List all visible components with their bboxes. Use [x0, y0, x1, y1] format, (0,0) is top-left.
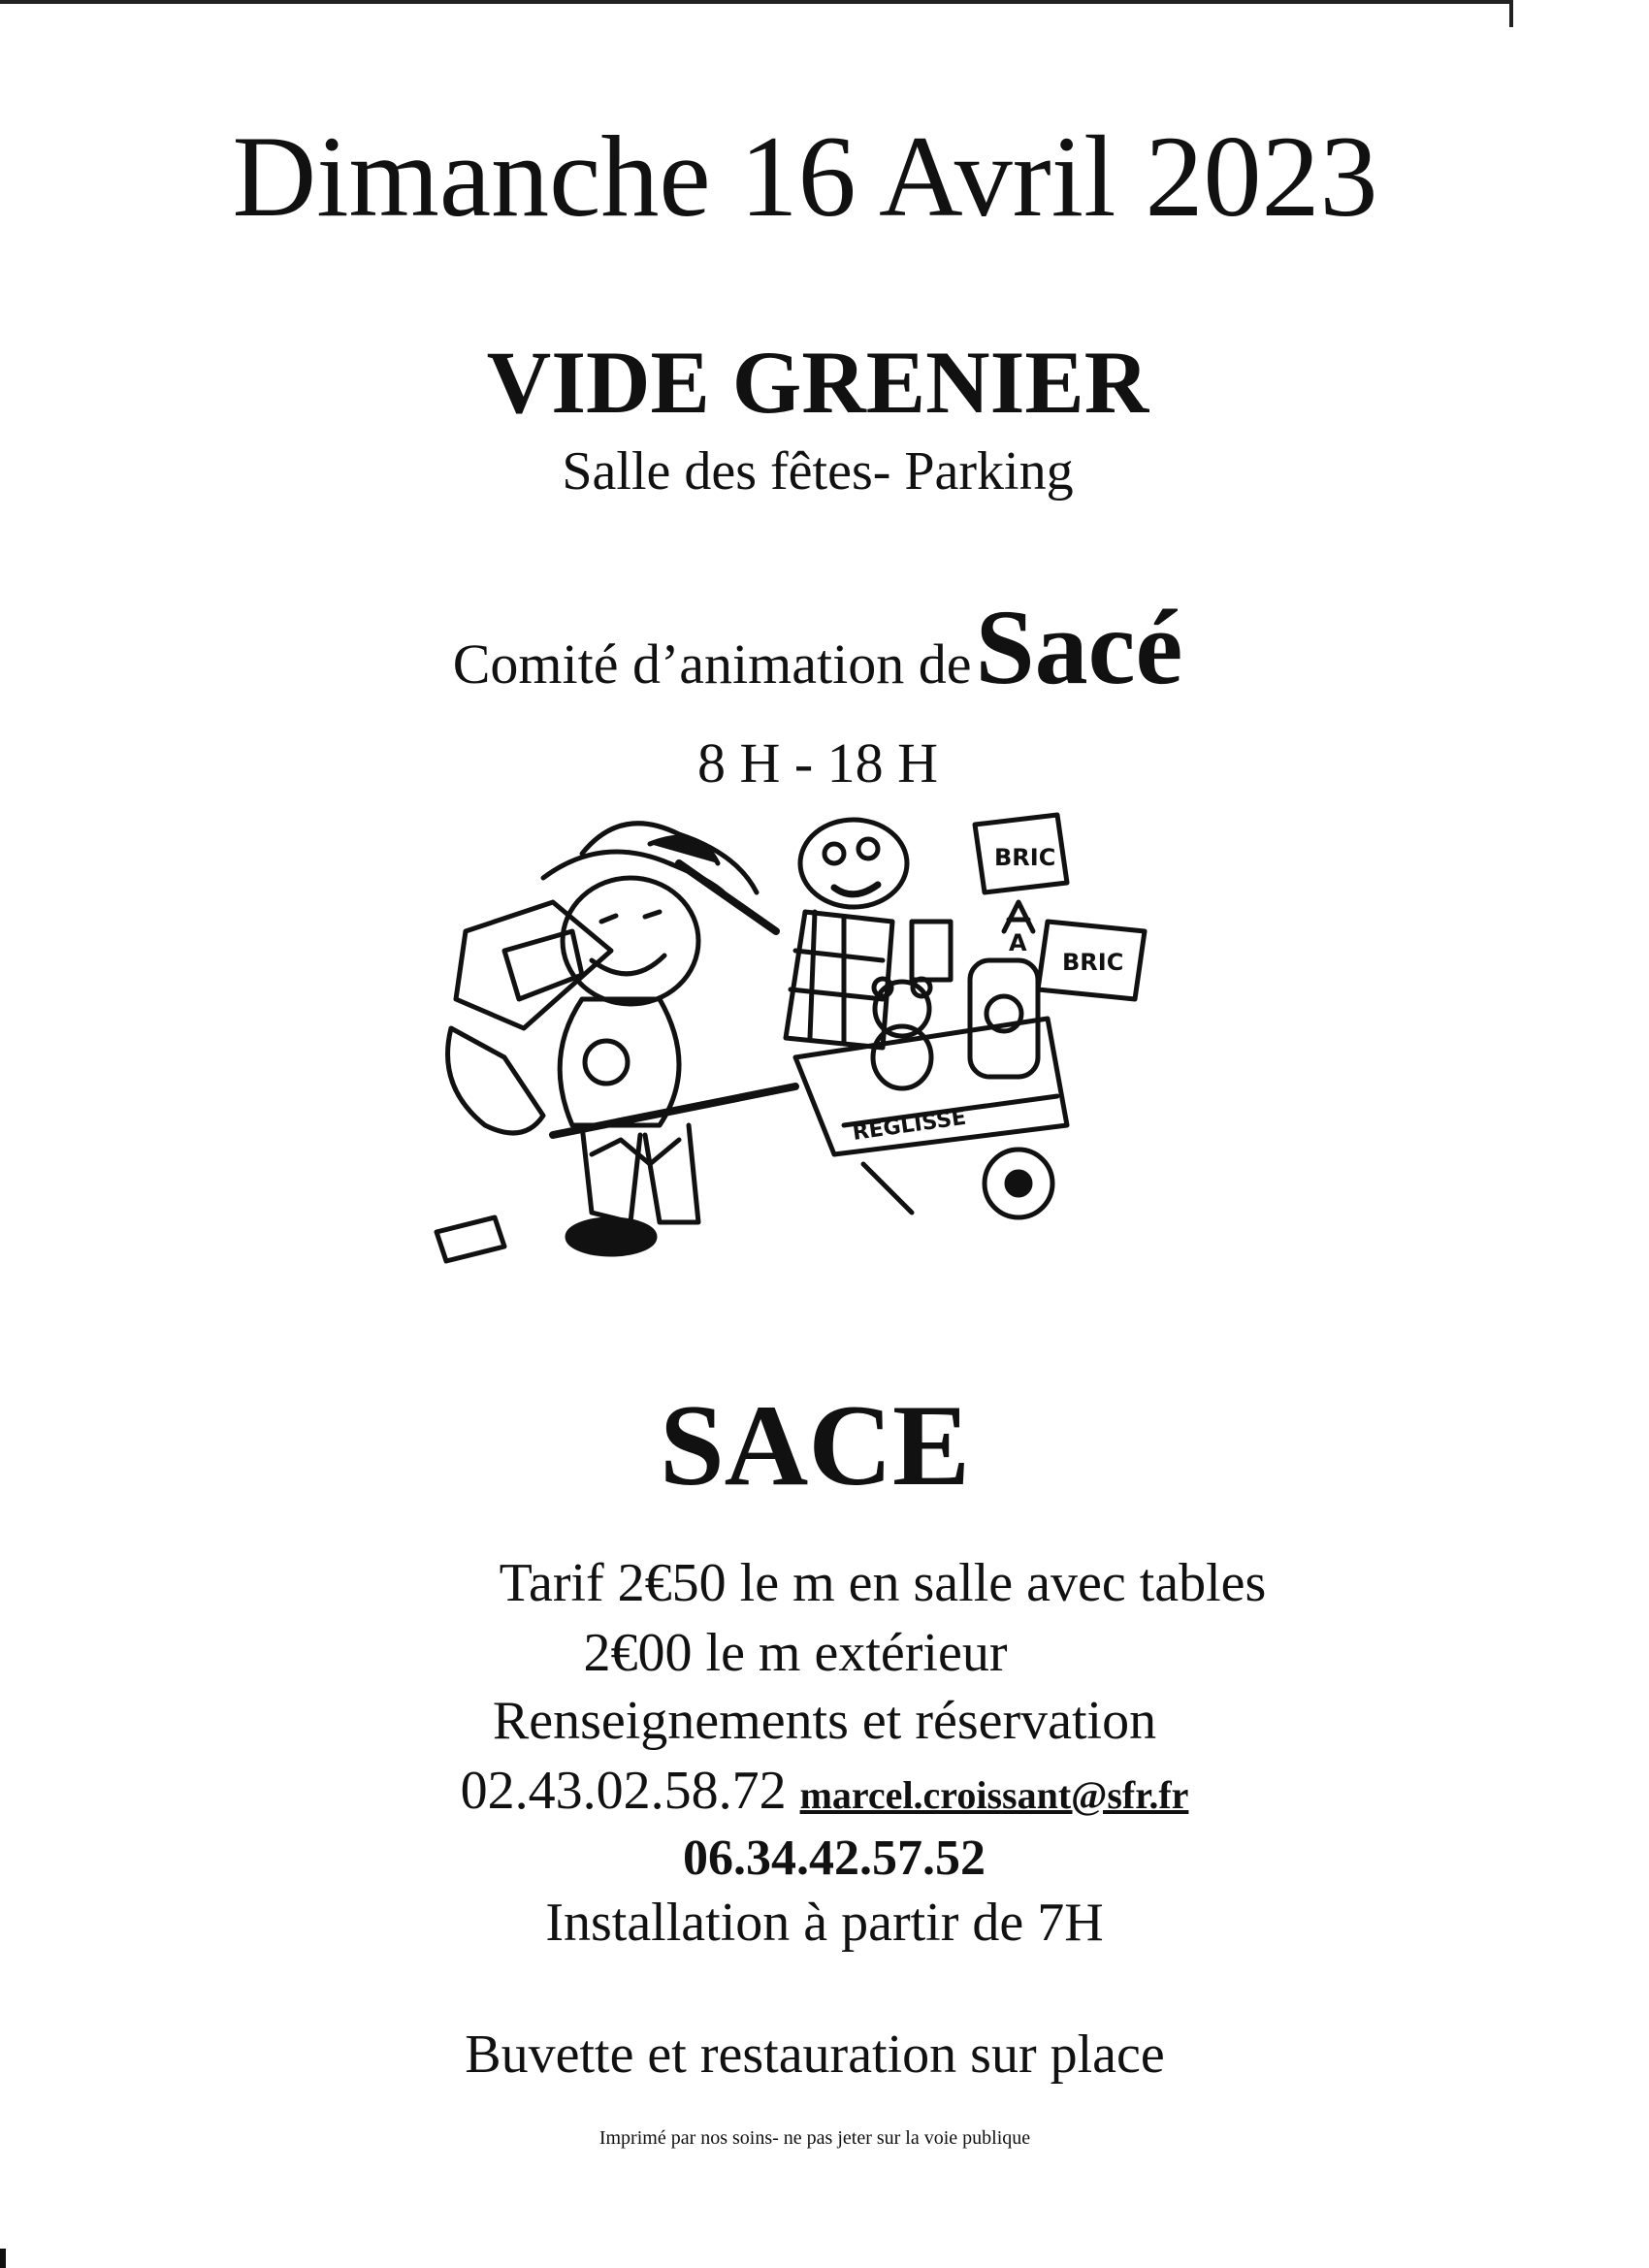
- illustration-barrow-label: REGLISSE: [851, 1105, 968, 1146]
- illustration-sign-bric-1: BRIC: [994, 844, 1056, 871]
- tariff-indoor: Tarif 2€50 le m en salle avec tables: [499, 1553, 1267, 1613]
- organizer-line: [0, 588, 1642, 706]
- contact-heading: Renseignements et réservation: [492, 1691, 1157, 1751]
- phone-2: 06.34.42.57.52: [683, 1831, 986, 1886]
- contact-line: [0, 1761, 1649, 1821]
- organizer-town: Sacé: [975, 588, 1183, 706]
- page-top-border: [0, 0, 1513, 4]
- illustration-letter: A: [1009, 929, 1027, 956]
- page-corner-border: [1509, 0, 1513, 27]
- town-name: SACE: [659, 1380, 971, 1509]
- illustration-sign-bric-2: BRIC: [1062, 949, 1124, 976]
- scan-mark: [0, 2249, 6, 2268]
- phone-1: 02.43.02.58.72: [460, 1761, 787, 1821]
- email-link[interactable]: marcel.croissant@sfr.fr: [799, 1773, 1189, 1817]
- event-hours: 8 H - 18 H: [696, 731, 939, 794]
- event-title: VIDE GRENIER: [486, 333, 1149, 432]
- footer-note: Imprimé par nos soins- ne pas jeter sur la voie publique: [598, 2127, 1031, 2149]
- setup-time: Installation à partir de 7H: [545, 1893, 1104, 1953]
- event-date: Dimanche 16 Avril 2023: [232, 112, 1378, 241]
- event-location: Salle des fêtes- Parking: [562, 441, 1074, 502]
- refreshments: Buvette et restauration sur place: [465, 2025, 1165, 2085]
- organizer-prefix: Comité d’animation de: [452, 632, 972, 696]
- flea-market-illustration: [427, 805, 1222, 1290]
- tariff-outdoor: 2€00 le m extérieur: [583, 1623, 1008, 1683]
